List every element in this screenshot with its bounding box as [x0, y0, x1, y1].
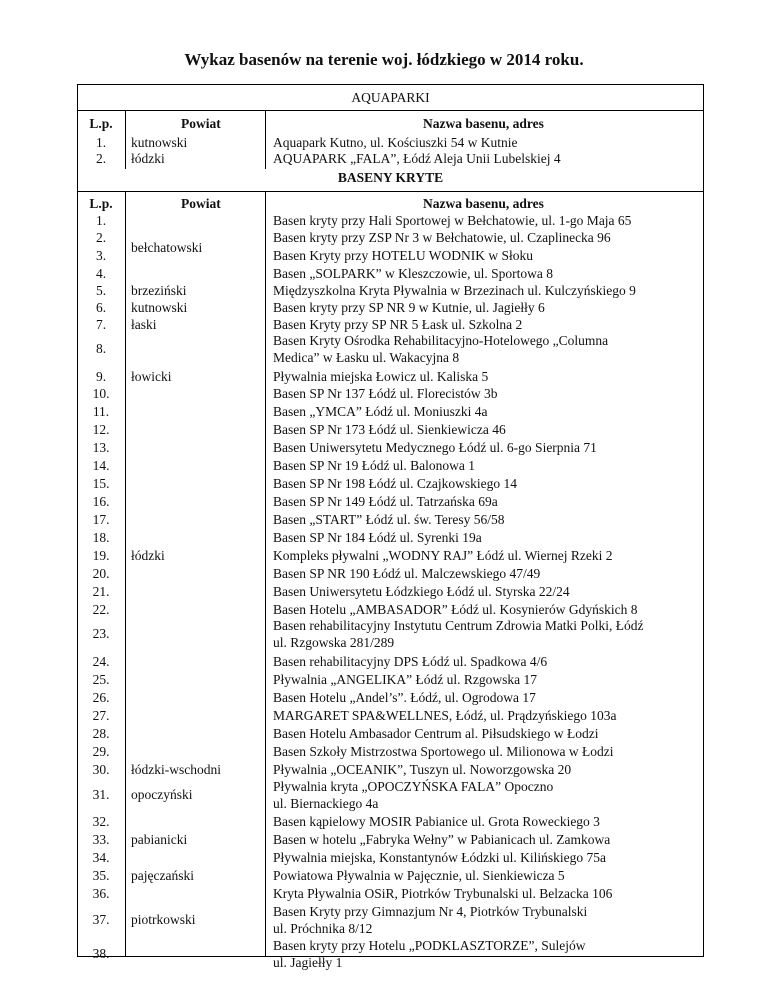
powiat-label: łaski — [131, 317, 157, 332]
powiat-label: pabianicki — [131, 832, 188, 847]
powiat-label: pajęczański — [131, 868, 194, 883]
table-row-lp: 17. — [92, 512, 110, 527]
table-row-lp: 1. — [95, 135, 107, 150]
table-row-nazwa-line2: ul. Biernackiego 4a — [273, 796, 379, 811]
table-row-lp: 18. — [92, 530, 110, 545]
divider-kryte-title — [77, 191, 704, 192]
table-row-nazwa: Basen SP Nr 198 Łódź ul. Czajkowskiego 14 — [273, 476, 517, 491]
table-row-lp: 6. — [95, 300, 107, 315]
table-row-nazwa: Basen kąpielowy MOSIR Pabianice ul. Grota Roweckiego 3 — [273, 814, 600, 829]
table-row-lp: 14. — [92, 458, 110, 473]
table-row-nazwa: Basen Kryty Ośrodka Rehabilitacyjno-Hotelowego „Columna — [273, 333, 609, 348]
table-row-lp: 15. — [92, 476, 110, 491]
table-row-powiat: kutnowski — [131, 135, 188, 150]
table-row-lp: 24. — [92, 654, 110, 669]
header-lp: L.p. — [89, 196, 113, 211]
table-row-nazwa: Basen Szkoły Mistrzostwa Sportowego ul. Milionowa w Łodzi — [273, 744, 614, 759]
table-row-nazwa: Basen „START” Łódź ul. św. Teresy 56/58 — [273, 512, 505, 527]
table-row-nazwa: Basen w hotelu „Fabryka Wełny” w Pabianicach ul. Zamkowa — [273, 832, 611, 847]
table-row-nazwa: MARGARET SPA&WELLNES, Łódź, ul. Prądzyńskiego 103a — [273, 708, 617, 723]
table-row-lp: 1. — [95, 213, 107, 228]
header-powiat: Powiat — [181, 196, 221, 211]
table-row-nazwa: Pływalnia kryta „OPOCZYŃSKA FALA” Opoczno — [273, 779, 554, 794]
table-row-nazwa: Basen Uniwersytetu Medycznego Łódź ul. 6-go Sierpnia 71 — [273, 440, 597, 455]
table-row-lp: 2. — [95, 151, 107, 166]
table-row-lp: 26. — [92, 690, 110, 705]
table-row-nazwa-line2: Medica” w Łasku ul. Wakacyjna 8 — [273, 350, 460, 365]
table-row-lp: 36. — [92, 886, 110, 901]
table-row-nazwa: Pływalnia miejska, Konstantynów Łódzki ul. Kilińskiego 75a — [273, 850, 606, 865]
table-row-nazwa: Basen kryty przy ZSP Nr 3 w Bełchatowie, ul. Czaplinecka 96 — [273, 230, 611, 245]
powiat-label: opoczyński — [131, 787, 193, 802]
table-row-nazwa: Kompleks pływalni „WODNY RAJ” Łódź ul. Wiernej Rzeki 2 — [273, 548, 613, 563]
table-row-nazwa: Basen rehabilitacyjny Instytutu Centrum Zdrowia Matki Polki, Łódź — [273, 618, 644, 633]
table-row-nazwa: Basen Hotelu Ambasador Centrum al. Piłsudskiego w Łodzi — [273, 726, 599, 741]
table-row-lp: 8. — [95, 341, 107, 356]
powiat-label: bełchatowski — [131, 240, 203, 255]
table-row-lp: 32. — [92, 814, 110, 829]
table-row-nazwa: Basen SP NR 190 Łódź ul. Malczewskiego 47/49 — [273, 566, 541, 581]
table-row-nazwa: Pływalnia „ANGELIKA” Łódź ul. Rzgowska 17 — [273, 672, 537, 687]
table-row-lp: 9. — [95, 369, 107, 384]
table-row-lp: 13. — [92, 440, 110, 455]
table-row-powiat: łódzki — [131, 151, 165, 166]
table-row-lp: 30. — [92, 762, 110, 777]
table-row-nazwa: Basen Uniwersytetu Łódzkiego Łódź ul. Styrska 22/24 — [273, 584, 570, 599]
table-row-nazwa: Basen SP Nr 149 Łódź ul. Tatrzańska 69a — [273, 494, 498, 509]
powiat-label: łódzki — [131, 548, 165, 563]
table-row-lp: 29. — [92, 744, 110, 759]
header-lp: L.p. — [89, 116, 113, 131]
powiat-label: łódzki-wschodni — [131, 762, 221, 777]
table-row-nazwa: Basen kryty przy SP NR 9 w Kutnie, ul. Jagiełły 6 — [273, 300, 545, 315]
table-row-lp: 2. — [95, 230, 107, 245]
header-nazwa: Nazwa basenu, adres — [423, 116, 544, 131]
table-row-nazwa-line2: ul. Próchnika 8/12 — [273, 921, 373, 936]
table-row-lp: 25. — [92, 672, 110, 687]
header-powiat: Powiat — [181, 116, 221, 131]
vline-powiat-aquaparki — [265, 110, 266, 169]
table-row-lp: 7. — [95, 317, 107, 332]
table-row-lp: 27. — [92, 708, 110, 723]
header-nazwa: Nazwa basenu, adres — [423, 196, 544, 211]
powiat-label: piotrkowski — [131, 912, 196, 927]
table-row-lp: 16. — [92, 494, 110, 509]
table-row-lp: 21. — [92, 584, 110, 599]
table-row-nazwa: Basen Hotelu „AMBASADOR” Łódź ul. Kosynierów Gdyńskich 8 — [273, 602, 638, 617]
table-row-nazwa: Basen Kryty przy HOTELU WODNIK w Słoku — [273, 248, 533, 263]
table-row-lp: 3. — [95, 248, 107, 263]
table-row-nazwa: Basen SP Nr 19 Łódź ul. Balonowa 1 — [273, 458, 475, 473]
table-row-nazwa: Basen „SOLPARK” w Kleszczowie, ul. Sportowa 8 — [273, 266, 553, 281]
table-row-lp: 11. — [92, 404, 110, 419]
divider-aquaparki-title — [77, 110, 704, 111]
table-row-nazwa: Basen kryty przy Hali Sportowej w Bełchatowie, ul. 1-go Maja 65 — [273, 213, 632, 228]
vline-lp-aquaparki — [125, 110, 126, 169]
section-title-kryte: BASENY KRYTE — [337, 170, 444, 185]
vline-lp-kryte — [125, 191, 126, 957]
table-row-lp: 38. — [92, 946, 110, 961]
table-row-lp: 35. — [92, 868, 110, 883]
powiat-label: łowicki — [131, 369, 172, 384]
table-row-nazwa-line2: ul. Jagiełły 1 — [273, 955, 343, 970]
table-row-lp: 10. — [92, 386, 110, 401]
table-row-nazwa: Aquapark Kutno, ul. Kościuszki 54 w Kutnie — [273, 135, 518, 150]
table-row-lp: 34. — [92, 850, 110, 865]
table-row-lp: 12. — [92, 422, 110, 437]
table-row-lp: 23. — [92, 626, 110, 641]
table-row-lp: 33. — [92, 832, 110, 847]
table-row-nazwa: Basen kryty przy Hotelu „PODKLASZTORZE”, Sulejów — [273, 938, 586, 953]
table-row-nazwa: Basen „YMCA” Łódź ul. Moniuszki 4a — [273, 404, 488, 419]
section-title-aquaparki: AQUAPARKI — [351, 90, 430, 105]
table-row-nazwa: Międzyszkolna Kryta Pływalnia w Brzezinach ul. Kulczyńskiego 9 — [273, 283, 636, 298]
table-row-nazwa: Basen SP Nr 173 Łódź ul. Sienkiewicza 46 — [273, 422, 506, 437]
table-row-nazwa: Basen SP Nr 184 Łódź ul. Syrenki 19a — [273, 530, 482, 545]
table-row-lp: 31. — [92, 787, 110, 802]
table-row-lp: 5. — [95, 283, 107, 298]
table-row-nazwa: Basen Kryty przy Gimnazjum Nr 4, Piotrków Trybunalski — [273, 904, 588, 919]
table-row-lp: 37. — [92, 912, 110, 927]
table-row-lp: 28. — [92, 726, 110, 741]
table-row-nazwa-line2: ul. Rzgowska 281/289 — [273, 635, 395, 650]
page-title: Wykaz basenów na terenie woj. łódzkiego w 2014 roku. — [184, 50, 584, 69]
table-row-lp: 20. — [92, 566, 110, 581]
table-row-nazwa: Powiatowa Pływalnia w Pajęcznie, ul. Sienkiewicza 5 — [273, 868, 565, 883]
table-row-nazwa: Pływalnia „OCEANIK”, Tuszyn ul. Noworzgowska 20 — [273, 762, 572, 777]
table-row-nazwa: Basen Hotelu „Andel’s”. Łódź, ul. Ogrodowa 17 — [273, 690, 536, 705]
vline-powiat-kryte — [265, 191, 266, 957]
table-row-nazwa: Kryta Pływalnia OSiR, Piotrków Trybunalski ul. Belzacka 106 — [273, 886, 613, 901]
powiat-label: brzeziński — [131, 283, 187, 298]
table-row-nazwa: AQUAPARK „FALA”, Łódź Aleja Unii Lubelskiej 4 — [273, 151, 561, 166]
table-row-lp: 19. — [92, 548, 110, 563]
table-row-nazwa: Pływalnia miejska Łowicz ul. Kaliska 5 — [273, 369, 489, 384]
table-row-nazwa: Basen rehabilitacyjny DPS Łódź ul. Spadkowa 4/6 — [273, 654, 548, 669]
table-row-nazwa: Basen SP Nr 137 Łódź ul. Florecistów 3b — [273, 386, 498, 401]
table-row-lp: 4. — [95, 266, 107, 281]
table-row-nazwa: Basen Kryty przy SP NR 5 Łask ul. Szkolna 2 — [273, 317, 523, 332]
powiat-label: kutnowski — [131, 300, 188, 315]
table-row-lp: 22. — [92, 602, 110, 617]
